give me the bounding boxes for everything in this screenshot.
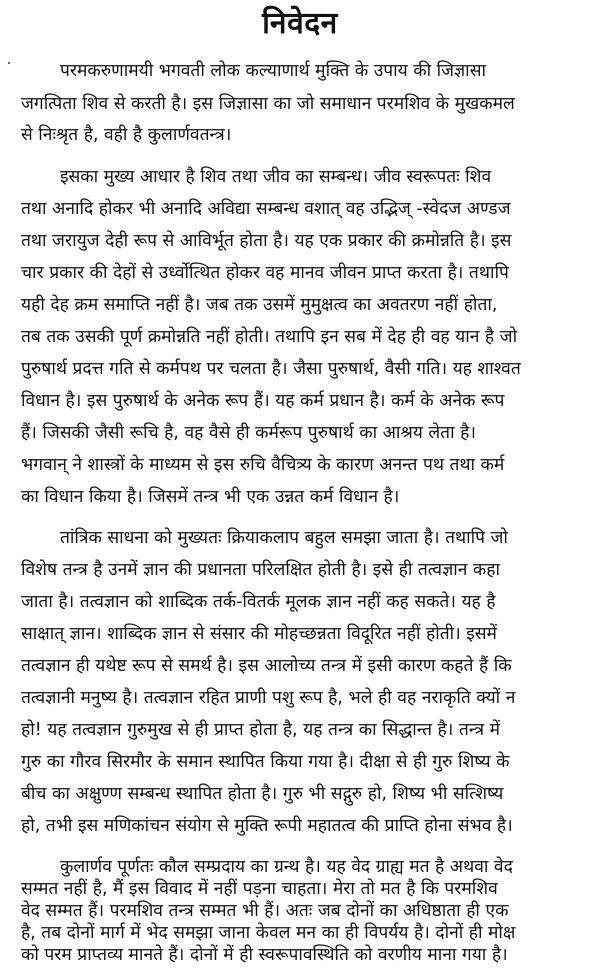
paragraph-line: तत्वज्ञान ही यथेष्ट रूप से समर्थ है। इस आलोच्य तन्त्र में इसी कारण कहते हैं कि	[21, 656, 512, 676]
paragraph-line: चार प्रकार की देहों से उर्ध्वोत्थित होकर वह मानव जीवन प्राप्त करता है। तथापि	[21, 263, 509, 283]
paragraph-line: यही देह क्रम समाप्ति नहीं है। जब तक उसमें मुमुक्षत्व का अवतरण नहीं होता,	[21, 295, 498, 315]
paragraph-line: पुरुषार्थ प्रदत्त गति से कर्मपथ पर चलता है। जैसा पुरुषार्थ, वैसी गति। यह शाश्वत	[21, 359, 521, 379]
paragraph-line: तब तक उसकी पूर्ण क्रमोन्नति नहीं होती। तथापि इन सब में देह ही वह यान है जो	[21, 327, 518, 347]
paragraph-line: तथा अनादि होकर भी अनादि अविद्या सम्बन्ध वशात् वह उद्भिज् -स्वेदज अण्डज	[21, 199, 511, 219]
paragraph-line: हैं। जिसकी जैसी रूचि है, वह वैसे ही कर्मरूप पुरुषार्थ का आश्रय लेता है।	[21, 423, 476, 443]
paragraph-line: इसका मुख्य आधार है शिव तथा जीव का सम्बन्ध। जीव स्वरूपतः शिव	[60, 167, 492, 187]
paragraph-line: को परम प्राप्तव्य मानते हैं। दोनों में ही स्वरूपावस्थिति को वरणीय माना गया है।	[21, 945, 508, 965]
paragraph-line: तथा जरायुज देही रूप से आविर्भूत होता है। यह एक प्रकार की क्रमोन्नति है। इस	[21, 231, 512, 251]
paragraph-line: सम्मत नहीं है, मैं इस विवाद में नहीं पड़ना चाहता। मेरा तो मत है कि परमशिव	[21, 879, 498, 899]
paragraph-line: साक्षात् ज्ञान। शाब्दिक ज्ञान से संसार की मोहच्छन्नता विदूरित नहीं होती। इसमें	[21, 624, 497, 644]
paragraph-line: से निःश्रृत है, वही है कुलार्णवतन्त्र।	[21, 125, 232, 145]
paragraph-line: है, तब दोनों मार्ग में भेद समझा जाना केवल मन का ही विपर्यय है। दोनों ही मोक्ष	[21, 923, 516, 943]
scan-speck	[8, 62, 10, 64]
paragraph-line: कुलार्णव पूर्णतः कौल सम्प्रदाय का ग्रन्थ है। यह वेद ग्राह्य मत है अथवा वेद	[60, 857, 513, 877]
paragraph-line: का विधान किया है। जिसमें तन्त्र भी एक उन्नत कर्म विधान है।	[21, 487, 400, 507]
paragraph-line: विधान है। इस पुरुषार्थ के अनेक रूप हैं। यह कर्म प्रधान है। कर्म के अनेक रूप	[21, 391, 505, 411]
page-title: निवेदन	[262, 6, 338, 41]
paragraph-line: हो, तभी इस मणिकांचन संयोग से मुक्ति रूपी महातत्व की प्राप्ति होना संभव है।	[21, 816, 513, 836]
paragraph-line: जाता है। तत्वज्ञान को शाब्दिक तर्क-वितर्क मूलक ज्ञान नहीं कह सकते। यह है	[21, 592, 496, 612]
paragraph-line: परमकरुणामयी भगवती लोक कल्याणार्थ मुक्ति के उपाय की जिज्ञासा	[60, 61, 486, 81]
paragraph-line: विशेष तन्त्र है उनमें ज्ञान की प्रधानता परिलक्षित होती है। इसे ही तत्वज्ञान कहा	[21, 560, 500, 580]
paragraph-line: हो! यह तत्वज्ञान गुरुमुख से ही प्राप्त होता है, यह तन्त्र का सिद्धान्त है। तन्त्र में	[21, 720, 501, 740]
paragraph-line: जगत्पिता शिव से करती है। इस जिज्ञासा का जो समाधान परमशिव के मुखकमल	[21, 94, 515, 114]
paragraph-line: गुरु का गौरव सिरमौर के समान स्थापित किया गया है। दीक्षा से ही गुरु शिष्य के	[21, 752, 510, 772]
paragraph-line: तांत्रिक साधना को मुख्यतः क्रियाकलाप बहुल समझा जाता है। तथापि जो	[60, 528, 508, 548]
paragraph-line: वेद सम्मत हैं। परमशिव तन्त्र सम्मत भी हैं। अतः जब दोनों का अधिष्ठाता ही एक	[21, 901, 509, 921]
paragraph-line: तत्वज्ञानी मनुष्य है। तत्वज्ञान रहित प्राणी पशु रूप है, भले ही वह नराकृति क्यों न	[21, 688, 516, 708]
paragraph-line: बीच का अक्षुण्ण सम्बन्ध स्थापित होता है। गुरु भी सद्गुरु हो, शिष्य भी सत्शिष्य	[21, 784, 504, 804]
paragraph-line: भगवान् ने शास्त्रों के माध्यम से इस रुचि वैचित्र्य के कारण अनन्त पथ तथा कर्म	[21, 455, 505, 475]
